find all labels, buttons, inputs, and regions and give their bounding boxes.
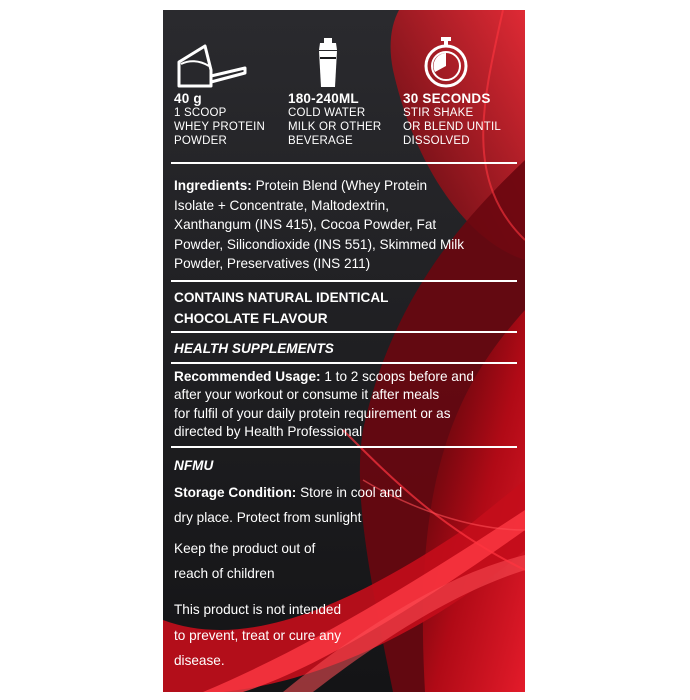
step-title: 40 g <box>174 91 202 106</box>
step-desc: COLD WATER <box>288 107 366 119</box>
usage-text: after your workout or consume it after meals <box>174 387 440 403</box>
ingredients-section <box>174 176 524 274</box>
ingredients-label: Ingredients: <box>174 178 252 193</box>
children-warning <box>174 537 524 586</box>
storage-label: Storage Condition: <box>174 485 297 500</box>
storage-section <box>174 481 524 530</box>
divider <box>171 280 517 282</box>
shaker-bottle-icon <box>316 37 340 89</box>
ingredients-text: Xanthangum (INS 415), Cocoa Powder, Fat <box>174 217 437 233</box>
divider <box>171 362 517 364</box>
disclaimer <box>174 597 524 674</box>
storage-text: Store in cool and <box>296 485 403 500</box>
timer-icon <box>421 36 471 88</box>
step-liquid <box>288 92 408 148</box>
step-desc: BEVERAGE <box>288 135 353 147</box>
ingredients-text: Powder, Silicondioxide (INS 551), Skimmed Milk <box>174 236 465 252</box>
health-supplements-label: HEALTH SUPPLEMENTS <box>174 341 334 356</box>
usage-section <box>174 368 524 442</box>
ingredients-text: Powder, Preservatives (INS 211) <box>174 256 371 272</box>
step-desc: DISSOLVED <box>403 135 470 147</box>
disclaimer-line: disease. <box>174 653 225 668</box>
usage-text: directed by Health Professional <box>174 424 363 440</box>
divider <box>171 331 517 333</box>
usage-text: 1 to 2 scoops before and <box>320 369 474 384</box>
disclaimer-line: This product is not intended <box>174 602 342 617</box>
product-info-panel <box>163 10 525 692</box>
step-desc: POWDER <box>174 135 227 147</box>
scoop-icon <box>175 40 247 90</box>
step-time <box>403 92 523 148</box>
flavour-statement <box>174 288 524 329</box>
usage-label: Recommended Usage: <box>174 369 321 384</box>
flavour-line: CONTAINS NATURAL IDENTICAL <box>174 290 389 305</box>
nfmu-label: NFMU <box>174 458 214 473</box>
ingredients-text: Protein Blend (Whey Protein <box>251 178 428 193</box>
children-warning-line: Keep the product out of <box>174 541 316 556</box>
step-title: 180-240ML <box>288 91 359 106</box>
step-desc: 1 SCOOP <box>174 107 227 119</box>
storage-text: dry place. Protect from sunlight <box>174 509 362 525</box>
step-desc: MILK OR OTHER <box>288 121 382 133</box>
ingredients-text: Isolate + Concentrate, Maltodextrin, <box>174 197 389 213</box>
children-warning-line: reach of children <box>174 565 275 581</box>
step-desc: WHEY PROTEIN <box>174 121 266 133</box>
disclaimer-line: to prevent, treat or cure any <box>174 627 341 643</box>
step-desc: OR BLEND UNTIL <box>403 121 502 133</box>
flavour-line: CHOCOLATE FLAVOUR <box>174 310 328 326</box>
divider <box>171 446 517 448</box>
step-desc: STIR SHAKE <box>403 107 474 119</box>
step-scoop <box>174 92 294 148</box>
usage-text: for fulfil of your daily protein requirement or as <box>174 405 451 421</box>
divider <box>171 162 517 164</box>
step-title: 30 SECONDS <box>403 91 491 106</box>
